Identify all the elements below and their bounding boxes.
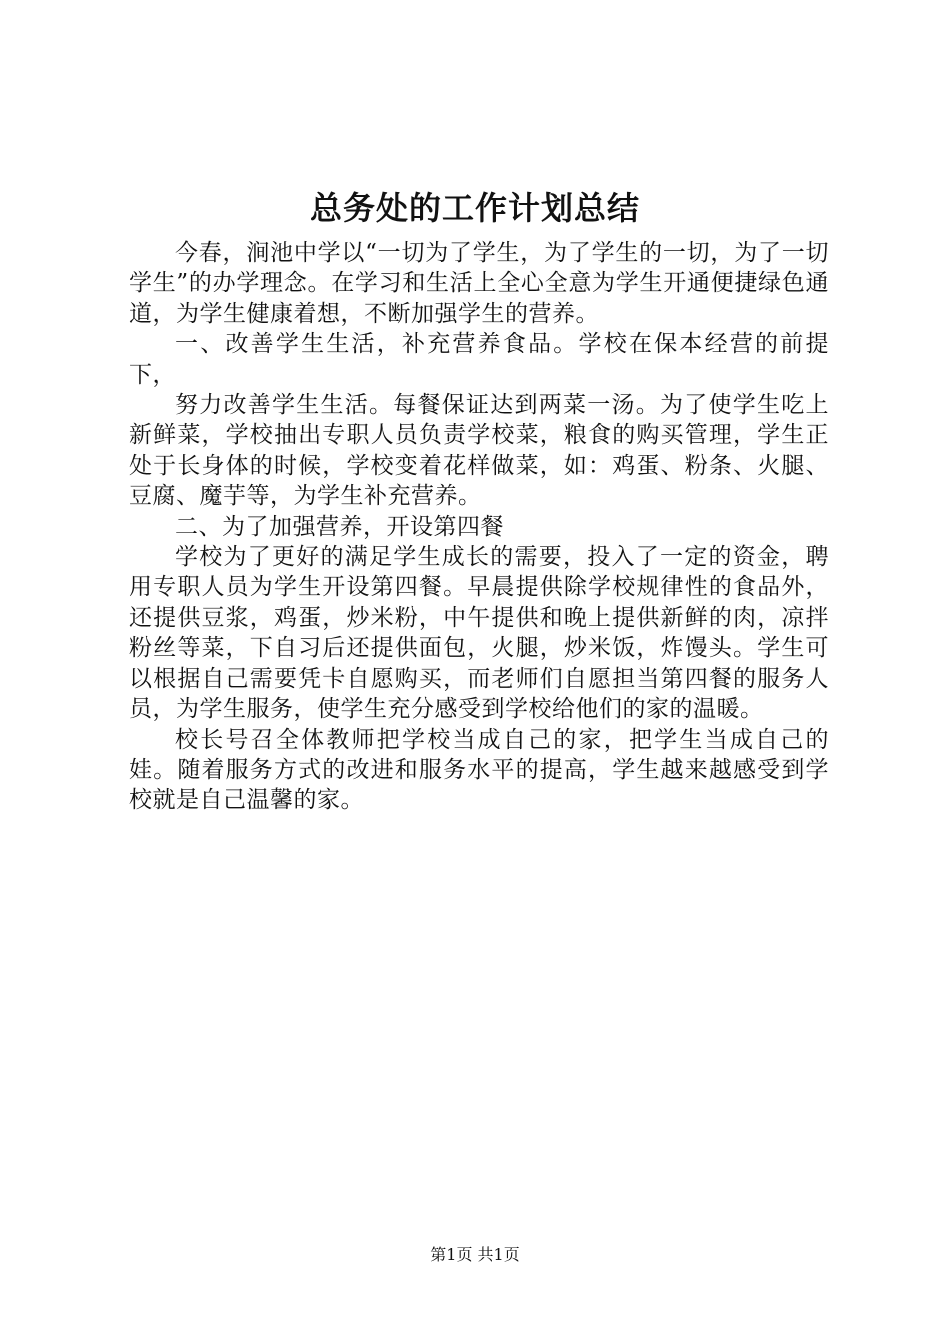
page-footer: 第1页 共1页 — [430, 1245, 520, 1264]
paragraph-section-1-heading: 一、改善学生生活，补充营养食品。学校在保本经营的前提下， — [129, 331, 829, 388]
document-body — [129, 238, 829, 816]
paragraph-section-2-body: 学校为了更好的满足学生成长的需要，投入了一定的资金，聘用专职人员为学生开设第四餐。早晨提供除学校规律性的食品外，还提供豆浆，鸡蛋，炒米粉，中午提供和晚上提供新鲜的肉，凉拌粉丝等菜，下自习后还提供面包，火腿，炒米饭，炸馒头。学生可以根据自己需要凭卡自愿购买，而老师们自愿担当第四餐的服务人员，为学生服务，使学生充分感受到学校给他们的家的温暖。 — [129, 544, 829, 723]
document-title: 总务处的工作计划总结 — [309, 189, 640, 227]
paragraph-section-2-heading: 二、为了加强营养，开设第四餐 — [175, 513, 504, 540]
paragraph-section-1-body: 努力改善学生生活。每餐保证达到两菜一汤。为了使学生吃上新鲜菜，学校抽出专职人员负责学校菜，粮食的购买管理，学生正处于长身体的时候，学校变着花样做菜，如：鸡蛋、粉条、火腿、豆腐、魔芋等，为学生补充营养。 — [129, 392, 829, 510]
paragraph-intro: 今春，涧池中学以“一切为了学生，为了学生的一切，为了一切学生”的办学理念。在学习和生活上全心全意为学生开通便捷绿色通道，为学生健康着想，不断加强学生的营养。 — [129, 240, 829, 327]
paragraph-closing: 校长号召全体教师把学校当成自己的家，把学生当成自己的娃。随着服务方式的改进和服务水平的提高，学生越来越感受到学校就是自己温馨的家。 — [129, 726, 829, 814]
